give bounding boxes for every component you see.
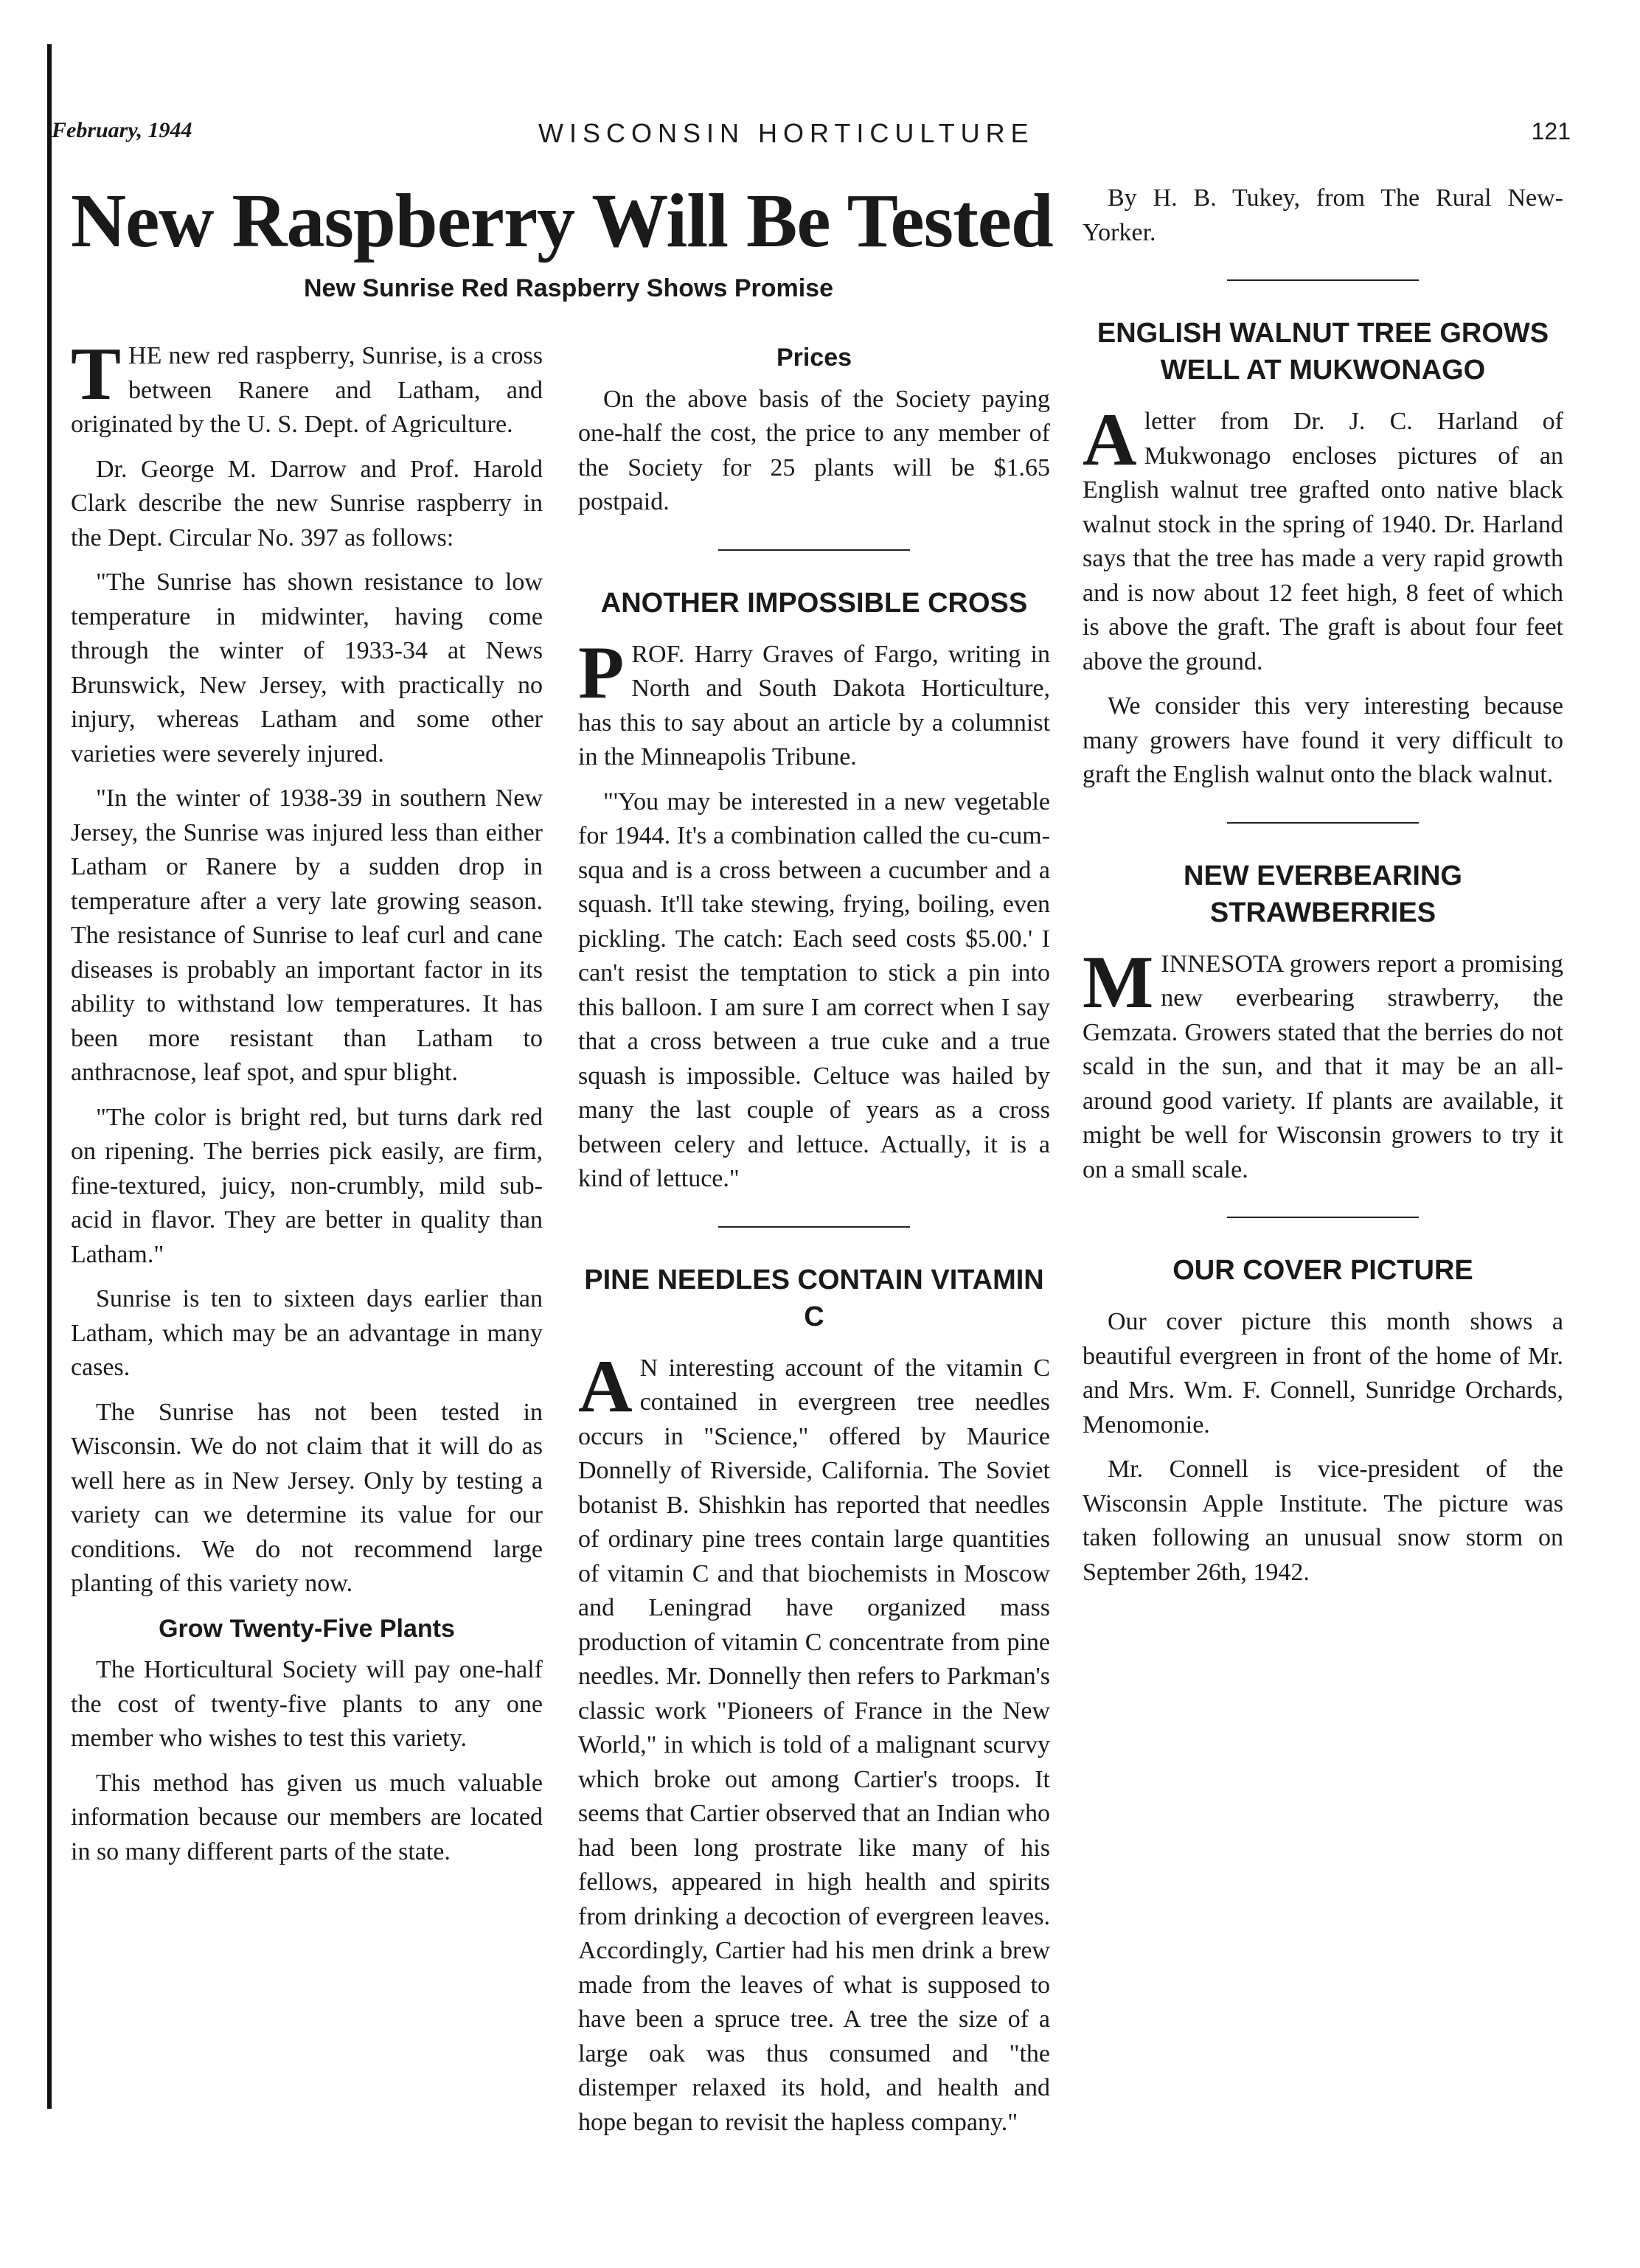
article-paragraph: THE new red raspberry, Sunrise, is a cross between Ranere and Latham, and originated by the U. S. Dept. of Agriculture. <box>71 333 543 438</box>
article-paragraph: PROF. Harry Graves of Fargo, writing in North and South Dakota Horticulture, has this to say about an article by a columnist in the Minneapolis Tribune. <box>578 630 1050 771</box>
article-paragraph: A N interesting account of the vitamin C contained in evergreen tree needles occurs in "Science," offered by Maurice Donnelly of Riverside, California. The Soviet botanist B. Shishkin has reported that needles of ordinary pine trees contain large quantities of vitamin C and that biochemists in Moscow and Leningrad have organized mass production of vitamin C concentrate from pine needles. Mr. Donnelly then refers to Parkman's classic work "Pioneers of France in the New World," in which is told of a malignant scurvy which broke out among Cartier's troops. It seems that Cartier observed that an Indian who had been long prostrate like many of his fellows, appeared in high health and spirits from drinking a decoction of evergreen leaves. Accordingly, Cartier had his men drink a brew made from the leaves of what is supposed to have been a spruce tree. A tree the size of a large oak was thus consumed and "the distemper relaxed its hold, and health and hope began to revisit the hapless company." <box>578 1344 1050 2136</box>
section-heading: OUR COVER PICTURE <box>1172 1255 1473 1286</box>
section-heading: ENGLISH WALNUT TREE GROWS WELL AT MUKWONAGO <box>1097 318 1549 386</box>
article-paragraph: Our cover picture this month shows a beautiful evergreen in front of the home of Mr. and Mrs. Wm. F. Connell, Sunridge Orchards, Menomonie. <box>1083 1308 1563 1439</box>
divider <box>718 1226 910 1228</box>
article-paragraph: Sunrise is ten to sixteen days earlier than Latham, which may be an advantage in many cases. <box>71 1285 543 1381</box>
article-paragraph: The Horticultural Society will pay one-half the cost of twenty-five plants to any one member who wishes to test this variety. <box>71 1656 543 1752</box>
drop-cap: A <box>578 1344 633 1428</box>
article-paragraph: MINNESOTA growers report a promising new everbearing strawberry, the Gemzata. Growers stated that the berries do not scald in the sun, and that it may be an all-around good variety. If plants are available, it might be well for Wisconsin growers to try it on a small scale. <box>1083 940 1563 1183</box>
article-paragraph: "The Sunrise has shown resistance to low temperature in midwinter, having come through the winter of 1933-34 at News Brunswick, New Jersey, with practically no injury, whereas Latham and some other varieties were severely injured. <box>71 568 543 768</box>
divider <box>718 549 910 551</box>
divider <box>1227 279 1419 281</box>
section-subheading: Grow Twenty-Five Plants <box>159 1614 455 1643</box>
page-number: 121 <box>1531 118 1571 145</box>
section-heading: PINE NEEDLES CONTAIN VITAMIN C <box>584 1264 1044 1332</box>
article-paragraph: A letter from Dr. J. C. Harland of Mukwonago encloses pictures of an English walnut tree grafted onto native black walnut stock in the spring of 1940. Dr. Harland says that the tree has made a very rapid growth and is now about 12 feet high, 8 feet of which is above the graft. The graft is about four feet above the ground. <box>1083 398 1563 675</box>
column-2 <box>578 339 1050 2150</box>
column-3 <box>1083 181 1563 1600</box>
main-subheadline: New Sunrise Red Raspberry Shows Promise <box>303 274 834 302</box>
drop-cap: T <box>71 333 122 416</box>
drop-cap: A <box>1083 398 1137 481</box>
main-headline: New Raspberry Will Be Tested <box>71 178 1053 263</box>
article-paragraph: This method has given us much valuable information because our members are located in so many different parts of the state. <box>71 1769 543 1865</box>
article-paragraph: By H. B. Tukey, from The Rural New-Yorker. <box>1083 184 1563 246</box>
publication-title: WISCONSIN HORTICULTURE <box>538 118 1035 148</box>
column-1 <box>71 333 543 1879</box>
issue-date: February, 1944 <box>52 118 192 142</box>
article-paragraph: "In the winter of 1938-39 in southern New Jersey, the Sunrise was injured less than either Latham or Ranere by a sudden drop in temperature after a very late growing season. The resistance of Sunrise to leaf curl and cane diseases is probably an important factor in its ability to withstand low temperatures. It has been more resistant than Latham to anthracnose, leaf spot, and spur blight. <box>71 785 543 1086</box>
article-paragraph: "The color is bright red, but turns dark red on ripening. The berries pick easily, are firm, fine-textured, juicy, non-crumbly, mild sub-acid in flavor. They are better in quality than Latham." <box>71 1103 543 1268</box>
divider <box>1227 822 1419 824</box>
article-paragraph: Dr. George M. Darrow and Prof. Harold Clark describe the new Sunrise raspberry in the Dept. Circular No. 397 as follows: <box>71 455 543 552</box>
section-heading: ANOTHER IMPOSSIBLE CROSS <box>600 587 1028 619</box>
section-subheading: Prices <box>776 344 852 372</box>
article-paragraph: Mr. Connell is vice-president of the Wisconsin Apple Institute. The picture was taken following an unusual snow storm on September 26th, 1942. <box>1083 1455 1563 1586</box>
drop-cap: M <box>1083 940 1154 1024</box>
divider <box>1227 1217 1419 1218</box>
binding-edge <box>47 44 52 2109</box>
article-paragraph: The Sunrise has not been tested in Wisconsin. We do not claim that it will do as well here as in New Jersey. Only by testing a variety can we determine its value for our conditions. We do not recommend large planting of this variety now. <box>71 1398 543 1597</box>
article-paragraph: We consider this very interesting because many growers have found it very difficult to graft the English walnut onto the black walnut. <box>1083 692 1563 788</box>
drop-cap: P <box>578 630 625 714</box>
article-paragraph: "'You may be interested in a new vegetable for 1944. It's a combination called the cu-cum-squa and is a cross between a cucumber and a squash. It'll take stewing, frying, boiling, even pickling. The catch: Each seed costs $5.00.' I can't resist the temptation to stick a pin into this balloon. I am sure I am correct when I say that a cross between a true cuke and a true squash is impossible. Celtuce was hailed by many the last couple of years as a cross between celery and lettuce. Actually, it is a kind of lettuce." <box>578 787 1050 1192</box>
section-heading: NEW EVERBEARING STRAWBERRIES <box>1184 860 1462 928</box>
running-header <box>52 118 1571 162</box>
article-paragraph: On the above basis of the Society paying one-half the cost, the price to any member of the Society for 25 plants will be $1.65 postpaid. <box>578 385 1050 515</box>
